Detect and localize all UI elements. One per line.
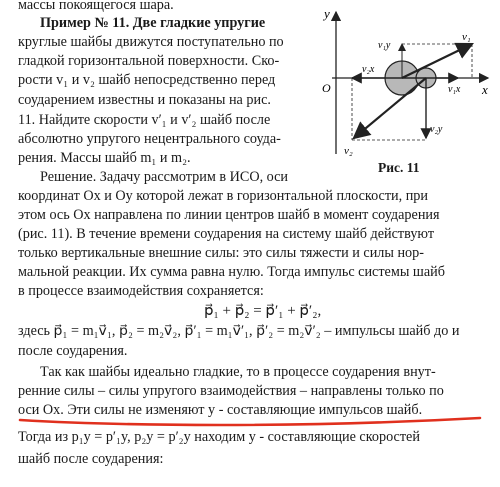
text-line: круглые шайбы движутся поступательно по — [18, 34, 284, 50]
figure-caption: Рис. 11 — [378, 160, 420, 175]
text-line: 11. Найдите скорости v′₁ и v′₂ шайб после — [18, 112, 271, 128]
v2-label: v₂ — [344, 145, 353, 157]
text-line: шайб после соударения: — [18, 451, 164, 467]
text-line: этом ось Ox направлена по линии центров шайб в момент соударения — [18, 207, 440, 223]
y-axis-label: y — [324, 6, 330, 21]
x-axis-label: x — [482, 82, 488, 97]
text-line: рения. Массы шайб m₁ и m₂. — [18, 150, 191, 166]
v2x-label: v₂x — [362, 64, 375, 75]
text-line: Так как шайбы идеально гладкие, то в процессе соударения внут- — [40, 364, 436, 380]
text-line: координат Ox и Oy которой лежат в горизонтальной плоскости, при — [18, 188, 428, 204]
v1-vector — [402, 44, 472, 78]
text-line: массы покоящегося шара. — [18, 0, 174, 13]
text-line: в процессе взаимодействия сохраняется: — [18, 283, 264, 299]
solution-text: Решение. Задачу рассмотрим в ИСО, оси — [40, 169, 289, 185]
origin-label: O — [322, 81, 331, 95]
text-line: оси Ox. Эти силы не изменяют y - составляющие импульсов шайб. — [18, 402, 423, 418]
v1x-label: v₁x — [448, 84, 461, 95]
text-line: здесь p⃗₁ = m₁v⃗₁, p⃗₂ = m₂v⃗₂, p⃗′₁ = m₁v⃗′₁, p⃗′₂ = m₂v⃗′₂ – импульсы шайб до и — [18, 323, 460, 339]
text-line: соударением известны и показаны на рис. — [18, 92, 271, 108]
text-line: абсолютно упругого нецентрального соуда- — [18, 131, 281, 147]
v1y-label: v₁y — [378, 40, 391, 51]
text-line: рости v₁ и v₂ шайб непосредственно перед — [18, 72, 276, 88]
text-line: (рис. 11). В течение времени соударения на систему шайб действуют — [18, 226, 435, 242]
velocity-diagram — [322, 4, 498, 164]
v1-label: v₁ — [462, 31, 471, 43]
text-line: ренние силы – силы упругого взаимодействия – направлены только по — [18, 383, 444, 399]
text-line: мальной реакции. Их сумма равна нулю. Тогда импульс системы шайб — [18, 264, 445, 280]
text-line: гладкой горизонтальной поверхности. Ско- — [18, 53, 280, 69]
figure-11 — [322, 4, 498, 174]
example-heading: Пример № 11. Две гладкие упругие — [40, 15, 266, 31]
text-line: Тогда из p₁y = p′₁y, p₂y = p′₂y находим y - составляющие скоростей — [18, 429, 420, 445]
v2y-label: v₂y — [430, 124, 443, 135]
text-line: после соударения. — [18, 343, 128, 359]
solution-line — [40, 168, 288, 186]
text-line: только вертикальные внешние силы: это силы тяжести и силы нор- — [18, 245, 424, 261]
momentum-equation: p⃗₁ + p⃗₂ = p⃗′₁ + p⃗′₂, — [204, 303, 322, 319]
